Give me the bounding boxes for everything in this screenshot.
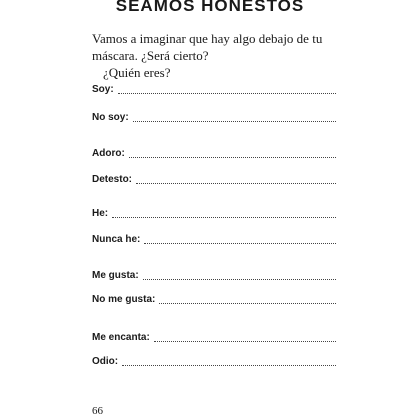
fill-in-field-no-me-gusta [92,292,336,306]
fill-in-field-me-encanta [92,330,336,344]
field-label: Me gusta: [92,270,139,281]
field-label: Odio: [92,356,119,367]
intro-block [92,30,354,81]
field-dotted-line[interactable] [122,365,336,366]
fill-in-field-he [92,206,336,220]
intro-question: ¿Quién eres? [103,65,171,80]
fill-in-field-no-soy [92,110,336,124]
field-label: Nunca he: [92,234,141,245]
field-dotted-line[interactable] [129,157,336,158]
page-title: SEAMOS HONESTOS [115,0,305,15]
fill-in-field-soy [92,82,336,96]
field-dotted-line[interactable] [144,243,336,244]
fill-in-field-adoro [92,146,336,160]
field-dotted-line[interactable] [112,217,336,218]
field-label: Adoro: [92,148,125,159]
intro-text: Vamos a imaginar que hay algo debajo de tu máscara. ¿Será cierto? [92,31,323,63]
field-label: Detesto: [92,174,133,185]
field-dotted-line[interactable] [118,93,336,94]
field-label: Me encanta: [92,332,150,343]
page-number: 66 [92,405,103,417]
fill-in-field-odio [92,354,336,368]
field-label: Soy: [92,84,114,95]
fill-in-field-detesto [92,172,336,186]
field-label: He: [92,208,109,219]
field-dotted-line[interactable] [136,183,336,184]
fill-in-field-nunca-he [92,232,336,246]
fill-in-field-me-gusta [92,268,336,282]
field-dotted-line[interactable] [143,279,336,280]
field-dotted-line[interactable] [159,303,336,304]
field-label: No me gusta: [92,294,156,305]
field-dotted-line[interactable] [133,121,336,122]
field-dotted-line[interactable] [154,341,336,342]
field-label: No soy: [92,112,129,123]
